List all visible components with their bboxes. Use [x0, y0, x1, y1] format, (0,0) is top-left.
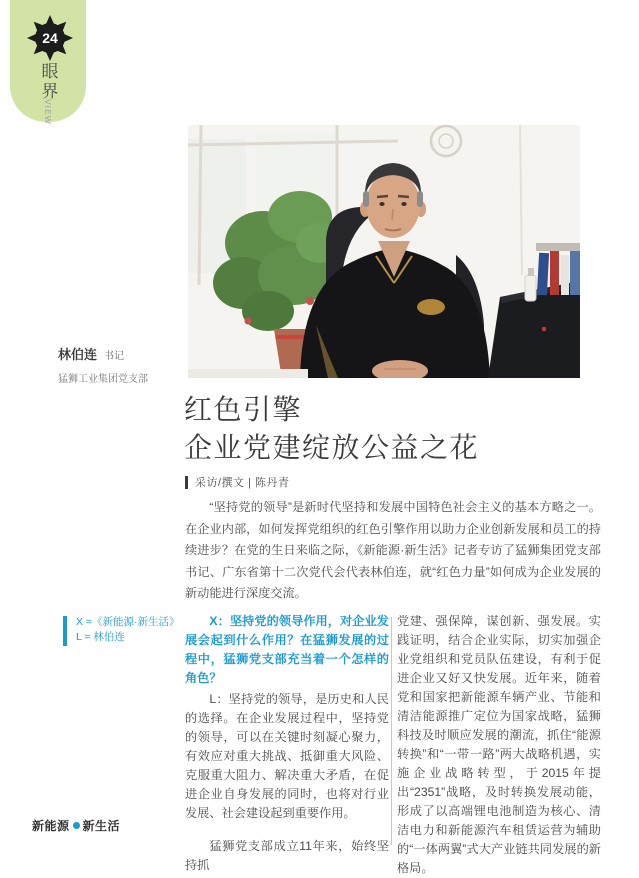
- qa-column-2: [397, 612, 601, 878]
- shirt-lion-logo: [417, 299, 445, 315]
- section-tab: [10, 0, 86, 125]
- qa-column-1: [185, 612, 389, 875]
- logo-text-left: 新能源: [32, 819, 70, 833]
- magazine-logo: [32, 817, 120, 834]
- article-title: [184, 391, 479, 467]
- intro-paragraph: “坚持党的领导”是新时代坚持和发展中国特色社会主义的基本方略之一。在企业内部，如何发挥党组织的红色引擎作用以助力企业创新发展和员工的持续进步？在党的生日来临之际，《新能源·新生活》记者专访了猛狮集团党支部书记、广东省第十二次党代会代表林伯连，就“红色力量”如何成为企业发展的新动能进行深度交流。: [185, 500, 601, 600]
- byline: [185, 474, 290, 490]
- byline-bar: [185, 476, 188, 489]
- legend-line-x: X =《新能源·新生活》: [76, 616, 180, 628]
- page-number: 24: [42, 30, 58, 46]
- interview-photo-graphic: [188, 125, 580, 378]
- answer-paragraph-1: L：坚持党的领导，是历史和人民的选择。在企业发展过程中，坚持党的领导，可以在关键时刻凝心聚力，有效应对重大挑战、抵御重大风险、克服重大阻力、解决重大矛盾，在促进企业自身发展的同时，也将对行业发展、社会建设起到重要作用。: [185, 692, 389, 820]
- caption-name: 林伯连: [58, 347, 98, 362]
- section-title-en: VIEW: [43, 99, 53, 125]
- legend-bar: [63, 616, 67, 646]
- caption-role: 书记: [104, 351, 125, 362]
- speaker-legend: [63, 615, 180, 646]
- caption-org: 猛狮工业集团党支部: [58, 374, 148, 385]
- section-title-cn: 眼界: [38, 62, 58, 102]
- article-title-line1: 红色引擎: [184, 394, 303, 425]
- answer-paragraph-2-start: 猛狮党支部成立11年来，始终坚持抓: [185, 839, 389, 872]
- byline-text: 采访/撰文 | 陈丹青: [195, 477, 290, 489]
- logo-text-right: 新生活: [82, 819, 121, 833]
- photo-caption: [58, 344, 188, 385]
- interview-photo: [188, 125, 580, 378]
- column-divider: [391, 617, 392, 845]
- logo-sun-icon: [73, 822, 80, 829]
- legend-line-l: L = 林伯连: [76, 631, 125, 643]
- article-title-line2: 企业党建绽放公益之花: [184, 432, 480, 463]
- answer-paragraph-2-continued: 党建、强保障，谋创新、强发展。实践证明，结合企业实际，切实加强企业党组织和党员队伍建设，有利于促进企业又好又快发展。近年来，随着党和国家把新能源车辆产业、节能和清洁能源推广定位为国家战略，猛狮科技及时顺应发展的潮流，抓住“能源转换”和“一带一路”两大战略机遇，实施企业战略转型，于2015年提出“2351”战略，及时转换发展动能，形成了以高端锂电池制造为核心、清洁电力和新能源汽车租赁运营为辅助的“一体两翼”式大产业链共同发展的新格局。: [397, 614, 601, 875]
- question-text: X：坚持党的领导作用，对企业发展会起到什么作用？在猛狮发展的过程中，猛狮党支部充当着一个怎样的角色？: [185, 614, 389, 685]
- page-number-sun-icon: [26, 14, 74, 62]
